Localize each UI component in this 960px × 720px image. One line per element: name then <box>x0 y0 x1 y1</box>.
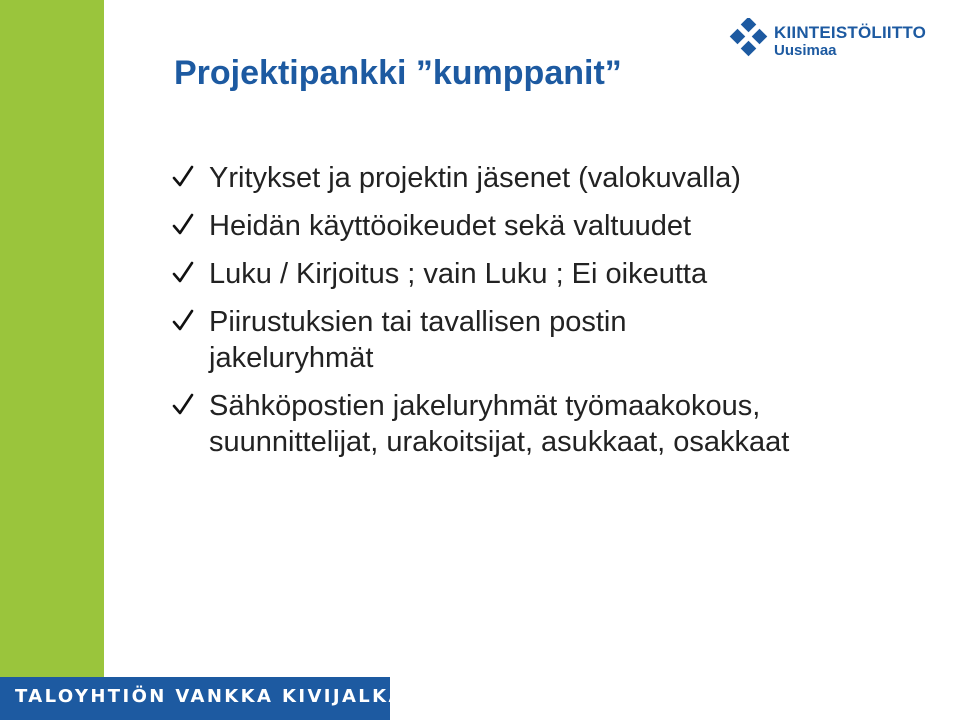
list-item <box>172 256 912 292</box>
bullet-text: Yritykset ja projektin jäsenet (valokuvalla) <box>209 162 741 194</box>
bullet-list <box>172 160 912 472</box>
bullet-text: Sähköpostien jakeluryhmät työmaakokous, suunnittelijat, urakoitsijat, asukkaat, osakkaat <box>209 390 790 458</box>
logo-region: Uusimaa <box>774 42 837 59</box>
footer-banner <box>0 677 405 720</box>
check-icon <box>172 260 194 286</box>
bullet-text: Heidän käyttöoikeudet sekä valtuudet <box>209 210 692 242</box>
list-item <box>172 388 909 460</box>
slide-title: Projektipankki ”kumppanit” <box>174 54 622 92</box>
bullet-text: Luku / Kirjoitus ; vain Luku ; Ei oikeutta <box>209 258 708 290</box>
bullet-text: Piirustuksien tai tavallisen postin jakeluryhmät <box>209 306 627 374</box>
footer-slogan: TALOYHTIÖN VANKKA KIVIJALKA <box>15 686 405 707</box>
diamond-cluster-icon <box>728 18 770 60</box>
check-icon <box>172 212 194 238</box>
list-item <box>172 304 729 376</box>
check-icon <box>172 392 194 418</box>
left-accent-bar <box>0 0 104 677</box>
check-icon <box>172 308 194 334</box>
logo-name: KIINTEISTÖLIITTO <box>774 23 927 42</box>
list-item <box>172 160 912 196</box>
check-icon <box>172 164 194 190</box>
list-item <box>172 208 912 244</box>
